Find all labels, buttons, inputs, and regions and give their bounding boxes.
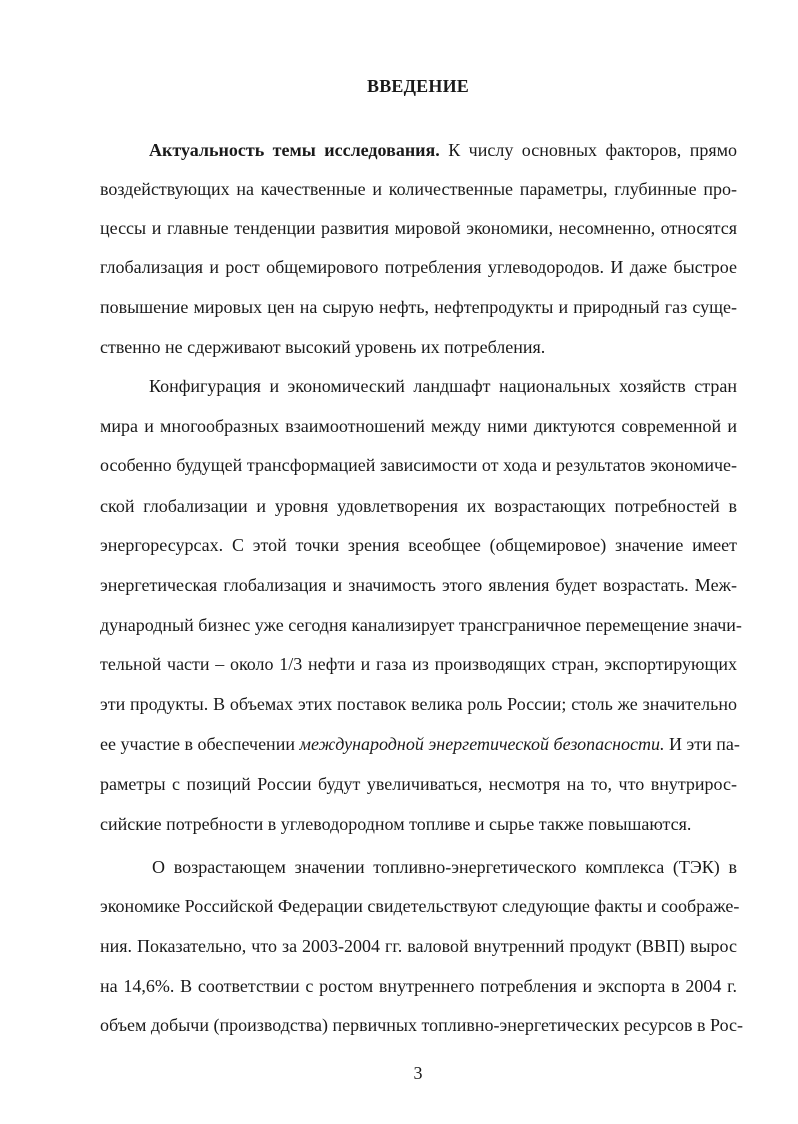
paragraph2-line2: мира и многообразных взаимоотношений между ними диктуются современной и: [100, 416, 737, 436]
paragraph2-line11: раметры с позиций России будут увеличиваться, несмотря на то, что внутрирос-: [100, 774, 737, 794]
paragraph2-emphasis: международной энергетической безопасности.: [299, 734, 665, 754]
paragraph1-line4: глобализация и рост общемирового потребления углеводородов. И даже быстрое: [100, 257, 737, 277]
paragraph3-line1: О возрастающем значении топливно-энергетического комплекса (ТЭК) в: [152, 857, 737, 877]
paragraph2-line8: тельной части – около 1/3 нефти и газа из производящих стран, экспортирующих: [100, 654, 737, 674]
paragraph2-line1: Конфигурация и экономический ландшафт национальных хозяйств стран: [149, 376, 737, 396]
paragraph3-line5: объем добычи (производства) первичных топливно-энергетических ресурсов в Рос-: [100, 1015, 744, 1035]
paragraph2-line3: особенно будущей трансформацией зависимости от хода и результатов экономиче-: [100, 455, 737, 475]
paragraph2-line10: [100, 733, 740, 755]
page-title: ВВЕДЕНИЕ: [366, 76, 469, 96]
paragraph1-line3: цессы и главные тенденции развития мировой экономики, несомненно, относятся: [100, 218, 737, 238]
paragraph2-line12: сийские потребности в углеводородном топливе и сырье также повышаются.: [100, 814, 692, 834]
paragraph3-line4: на 14,6%. В соответствии с ростом внутреннего потребления и экспорта в 2004 г.: [100, 976, 737, 996]
paragraph2-line6: энергетическая глобализация и значимость этого явления будет возрастать. Меж-: [100, 575, 737, 595]
paragraph2-line10-end: И эти па-: [669, 734, 740, 754]
paragraph2-line7: дународный бизнес уже сегодня канализирует трансграничное перемещение значи-: [100, 615, 742, 635]
paragraph2-line10-start: ее участие в обеспечении: [100, 734, 295, 754]
page-number: 3: [413, 1063, 423, 1083]
paragraph1-line5: повышение мировых цен на сырую нефть, нефтепродукты и природный газ суще-: [100, 297, 737, 317]
paragraph1-line2: воздействующих на качественные и количественные параметры, глубинные про-: [100, 179, 737, 199]
paragraph2-line9: эти продукты. В объемах этих поставок велика роль России; столь же значительно: [100, 694, 737, 714]
paragraph1-line1: [149, 139, 737, 161]
paragraph3-line3: ния. Показательно, что за 2003-2004 гг. валовой внутренний продукт (ВВП) вырос: [100, 936, 737, 956]
paragraph1-lead: Актуальность темы исследования.: [149, 140, 440, 160]
paragraph2-line5: энергоресурсах. С этой точки зрения всеобщее (общемировое) значение имеет: [100, 535, 737, 555]
paragraph2-line4: ской глобализации и уровня удовлетворения их возрастающих потребностей в: [100, 496, 737, 516]
paragraph1-line6: ственно не сдерживают высокий уровень их потребления.: [100, 337, 546, 357]
paragraph3-line2: экономике Российской Федерации свидетельствуют следующие факты и соображе-: [100, 896, 740, 916]
paragraph1-line1-text: К числу основных факторов, прямо: [448, 140, 737, 160]
